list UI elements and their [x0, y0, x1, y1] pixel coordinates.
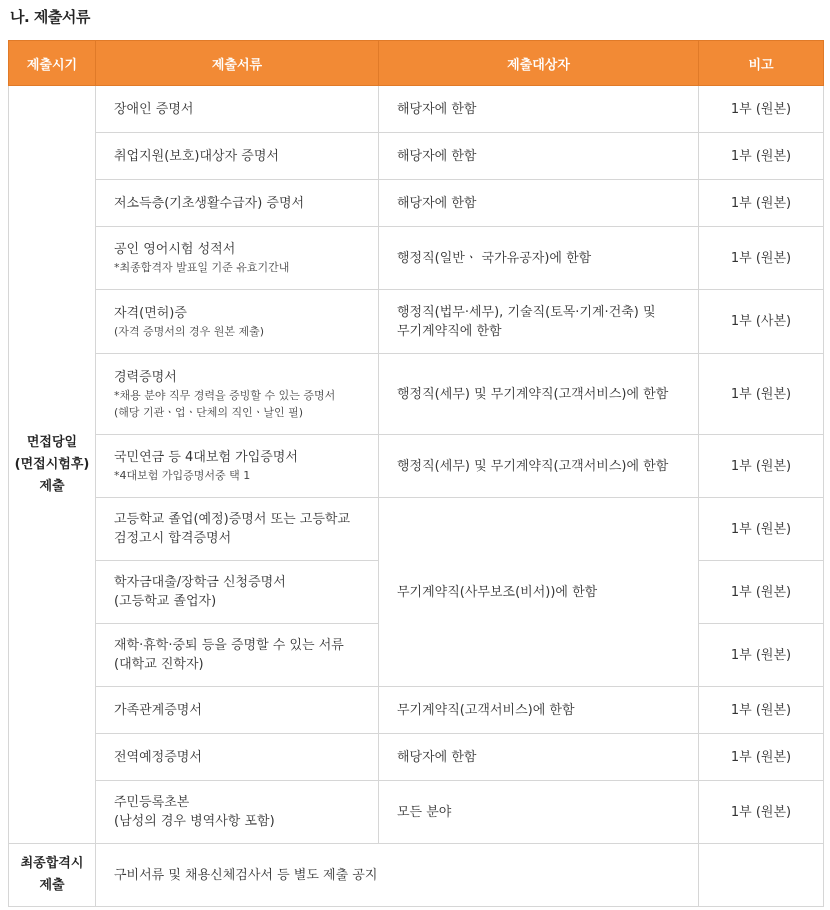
- note-cell: 1부 (원본): [699, 133, 824, 180]
- target-cell: [379, 435, 699, 498]
- document-name: 경력증명서: [114, 369, 177, 385]
- document-note: *4대보험 가입증명서중 택 1: [114, 469, 251, 482]
- header-period: 제출시기: [9, 41, 96, 86]
- target-cell: [379, 180, 699, 227]
- document-name: 고등학교 졸업(예정)증명서 또는 고등학교: [114, 512, 351, 527]
- document-name: (남성의 경우 병역사항 포함): [114, 814, 275, 829]
- period-interview-cell: [9, 86, 96, 844]
- table-row: [9, 781, 824, 844]
- target-cell: [379, 734, 699, 781]
- document-cell: [96, 227, 379, 290]
- document-name: 학자금대출/장학금 신청증명서: [114, 575, 286, 590]
- target-text: 무기계약직에 한함: [397, 323, 502, 339]
- document-name: 주민등록초본: [114, 795, 190, 810]
- documents-table: [8, 40, 824, 907]
- document-name: 자격(면허)증: [114, 305, 187, 321]
- target-cell: [379, 290, 699, 354]
- document-name: 국민연금 등 4대보험 가입증명서: [114, 450, 298, 465]
- header-documents: 제출서류: [96, 41, 379, 86]
- note-cell: [699, 844, 824, 907]
- final-document-cell: 구비서류 및 채용신체검사서 등 별도 제출 공지: [96, 844, 699, 907]
- table-row-final: [9, 844, 824, 907]
- note-cell: 1부 (원본): [699, 624, 824, 687]
- target-text: 무기계약직(고객서비스)에 한함: [397, 702, 575, 718]
- note-cell: 1부 (원본): [699, 498, 824, 561]
- note-cell: 1부 (원본): [699, 227, 824, 290]
- document-cell: [96, 86, 379, 133]
- note-cell: 1부 (원본): [699, 734, 824, 781]
- target-text: 해당자에 한함: [397, 195, 477, 211]
- header-note: 비고: [699, 41, 824, 86]
- table-row: [9, 180, 824, 227]
- target-cell: [379, 781, 699, 844]
- target-cell: [379, 86, 699, 133]
- target-text: 행정직(법무·세무), 기술직(토목·기계·건축) 및: [397, 304, 656, 320]
- table-row: [9, 354, 824, 435]
- target-cell: [379, 133, 699, 180]
- target-text: 해당자에 한함: [397, 148, 477, 164]
- document-cell: [96, 133, 379, 180]
- note-cell: 1부 (원본): [699, 561, 824, 624]
- document-note: *최종합격자 발표일 기준 유효기간내: [114, 261, 290, 274]
- target-cell: [379, 498, 699, 687]
- document-cell: [96, 734, 379, 781]
- table-row: [9, 498, 824, 561]
- note-cell: 1부 (원본): [699, 354, 824, 435]
- document-cell: [96, 498, 379, 561]
- target-text: 해당자에 한함: [397, 101, 477, 117]
- document-cell: [96, 687, 379, 734]
- document-name: 취업지원(보호)대상자 증명서: [114, 148, 279, 164]
- document-name: 공인 영어시험 성적서: [114, 242, 236, 257]
- table-row: [9, 290, 824, 354]
- table-row: [9, 86, 824, 133]
- section-title: 나. 제출서류: [10, 8, 90, 26]
- note-cell: 1부 (원본): [699, 86, 824, 133]
- document-cell: [96, 354, 379, 435]
- target-text: 행정직(일반ㆍ 국가유공자)에 한함: [397, 250, 592, 266]
- document-name: 장애인 증명서: [114, 101, 194, 117]
- note-cell: 1부 (원본): [699, 435, 824, 498]
- table-row: [9, 687, 824, 734]
- target-text: 모든 분야: [397, 804, 452, 820]
- target-text: 행정직(세무) 및 무기계약직(고객서비스)에 한함: [397, 386, 669, 402]
- table-header-row: [9, 41, 824, 86]
- document-name: (대학교 진학자): [114, 657, 204, 672]
- table-row: [9, 734, 824, 781]
- document-name: 재학·휴학·중퇴 등을 증명할 수 있는 서류: [114, 638, 344, 653]
- document-note: (해당 기관ㆍ업ㆍ단체의 직인ㆍ날인 필): [114, 405, 304, 419]
- period-final-cell: [9, 844, 96, 907]
- target-text: 해당자에 한함: [397, 749, 477, 765]
- target-text: 무기계약직(사무보조(비서))에 한함: [397, 584, 598, 600]
- period-line: 면접당일: [26, 434, 78, 450]
- period-line: 제출: [39, 878, 65, 893]
- table-row: [9, 435, 824, 498]
- header-target: 제출대상자: [379, 41, 699, 86]
- document-name: 검정고시 합격증명서: [114, 531, 232, 546]
- document-name: 전역예정증명서: [114, 749, 202, 765]
- period-line: 제출: [39, 478, 65, 494]
- note-cell: 1부 (원본): [699, 687, 824, 734]
- document-cell: [96, 290, 379, 354]
- note-cell: 1부 (사본): [699, 290, 824, 354]
- note-cell: 1부 (원본): [699, 180, 824, 227]
- document-note: *채용 분야 직무 경력을 증빙할 수 있는 증명서: [114, 388, 336, 402]
- document-cell: [96, 624, 379, 687]
- document-cell: [96, 180, 379, 227]
- target-text: 행정직(세무) 및 무기계약직(고객서비스)에 한함: [397, 458, 669, 474]
- period-line: 최종합격시: [20, 856, 84, 871]
- target-cell: [379, 354, 699, 435]
- document-cell: [96, 781, 379, 844]
- document-cell: [96, 435, 379, 498]
- note-cell: 1부 (원본): [699, 781, 824, 844]
- target-cell: [379, 227, 699, 290]
- target-cell: [379, 687, 699, 734]
- period-line: (면접시험후): [14, 456, 90, 472]
- document-name: 저소득층(기초생활수급자) 증명서: [114, 195, 305, 211]
- document-name: (고등학교 졸업자): [114, 594, 217, 609]
- document-cell: [96, 561, 379, 624]
- document-note: (자격 증명서의 경우 원본 제출): [114, 324, 265, 338]
- table-row: [9, 133, 824, 180]
- document-name: 가족관계증명서: [114, 702, 202, 718]
- table-row: [9, 227, 824, 290]
